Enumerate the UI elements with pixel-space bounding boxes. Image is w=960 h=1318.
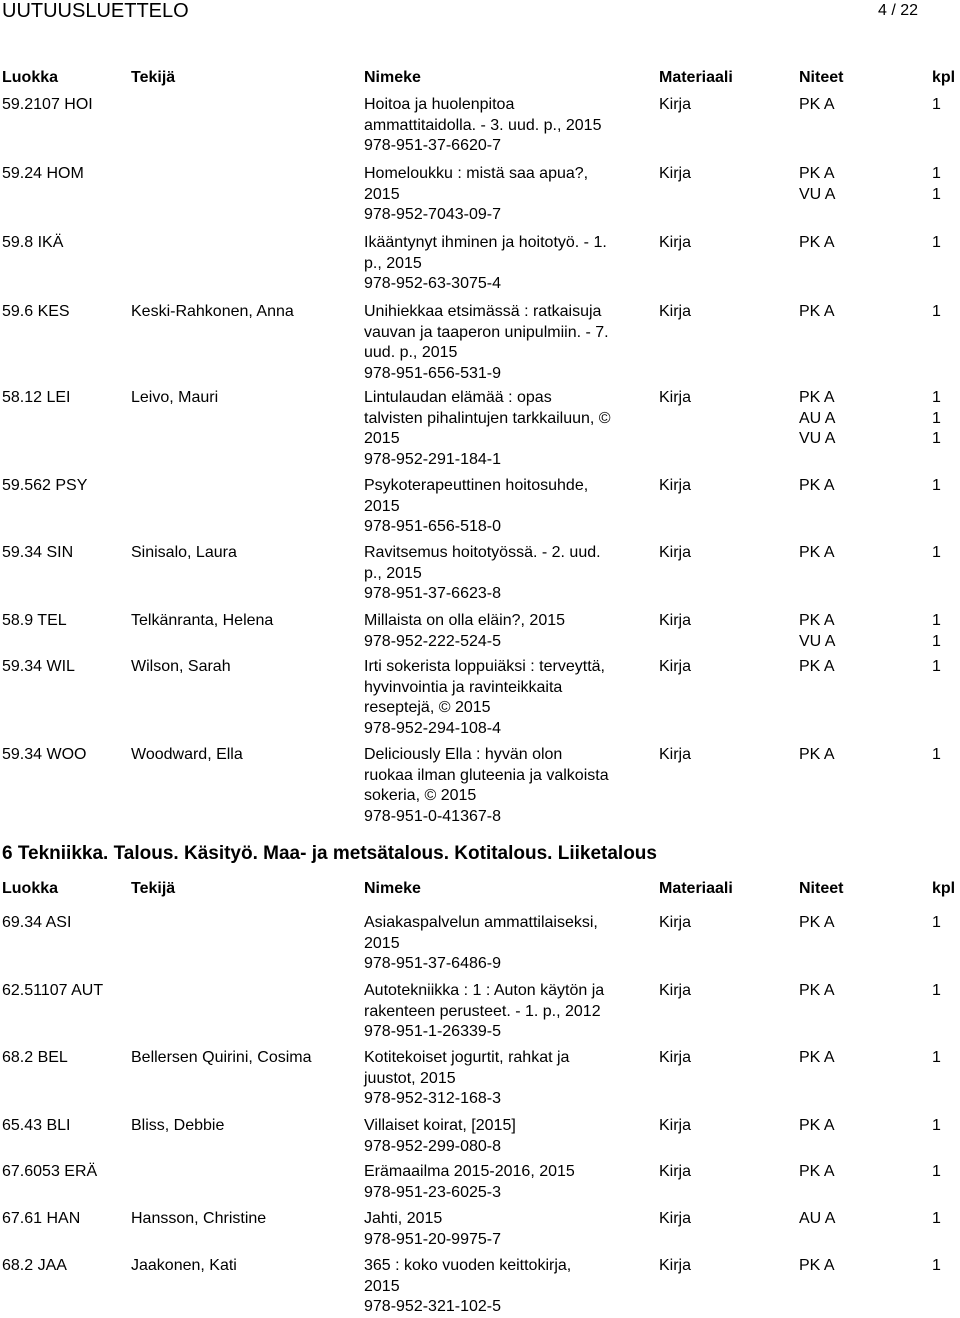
entry-materiaali: Kirja: [659, 746, 692, 763]
entry-nimeke: Jahti, 2015 978-951-20-9975-7: [364, 1210, 501, 1248]
entry-kpl: 1: [932, 96, 941, 113]
entry-niteet: PK A: [799, 746, 835, 763]
entry-kpl: 1: [932, 1163, 941, 1180]
entry-niteet: PK A: [799, 544, 835, 561]
entry-niteet: PK A: [799, 1049, 835, 1066]
entry-kpl: 1: [932, 544, 941, 561]
entry-niteet: PK A: [799, 477, 835, 494]
entry-nimeke: Erämaailma 2015-2016, 2015 978-951-23-6025-3: [364, 1163, 575, 1201]
header-tekija: Tekijä: [131, 69, 176, 86]
entry-luokka: 68.2 BEL: [2, 1049, 68, 1066]
entry-nimeke: Millaista on olla eläin?, 2015 978-952-222-524-5: [364, 612, 566, 650]
entry-kpl: 1: [932, 477, 941, 494]
entry-nimeke: Hoitoa ja huolenpitoa ammattitaidolla. - 3. uud. p., 2015 978-951-37-6620-7: [364, 96, 602, 154]
entry-luokka: 59.34 WIL: [2, 658, 75, 675]
entry-nimeke: Autotekniikka : 1 : Auton käytön ja rakenteen perusteet. - 1. p., 2012 978-951-1-26339-5: [364, 982, 605, 1040]
table-header: [0, 67, 960, 89]
entry-kpl: 1: [932, 1257, 941, 1274]
entry-kpl: 1: [932, 303, 941, 320]
entry-luokka: 59.24 HOM: [2, 165, 84, 182]
entry-luokka: 67.61 HAN: [2, 1210, 81, 1227]
entry-kpl: 1: [932, 982, 941, 999]
entry-materiaali: Kirja: [659, 477, 692, 494]
entry-materiaali: Kirja: [659, 1117, 692, 1134]
entry-materiaali: Kirja: [659, 96, 692, 113]
header-luokka: Luokka: [2, 880, 59, 897]
entry-nimeke: Villaiset koirat, [2015] 978-952-299-080-8: [364, 1117, 516, 1155]
entry-tekija: Leivo, Mauri: [131, 389, 219, 406]
entry-niteet: PK A VU A: [799, 612, 836, 650]
entry-materiaali: Kirja: [659, 165, 692, 182]
entry-tekija: Telkänranta, Helena: [131, 612, 274, 629]
entry-luokka: 59.2107 HOI: [2, 96, 93, 113]
entry-materiaali: Kirja: [659, 544, 692, 561]
header-kpl: kpl: [932, 880, 956, 897]
entry-kpl: 1 1: [932, 165, 941, 203]
header-nimeke: Nimeke: [364, 69, 421, 86]
entry-niteet: PK A VU A: [799, 165, 836, 203]
entry-kpl: 1: [932, 746, 941, 763]
entry-luokka: 59.6 KES: [2, 303, 70, 320]
entry-kpl: 1: [932, 658, 941, 675]
entry-materiaali: Kirja: [659, 914, 692, 931]
entry-niteet: PK A: [799, 1117, 835, 1134]
entry-tekija: Bellersen Quirini, Cosima: [131, 1049, 312, 1066]
entry-nimeke: Deliciously Ella : hyvän olon ruokaa ilman gluteenia ja valkoista sokeria, © 2015 978-951-0-41367-8: [364, 746, 609, 825]
header-tekija: Tekijä: [131, 880, 176, 897]
entry-luokka: 69.34 ASI: [2, 914, 72, 931]
entry-tekija: Jaakonen, Kati: [131, 1257, 237, 1274]
header-materiaali: Materiaali: [659, 880, 733, 897]
entry-nimeke: Psykoterapeuttinen hoitosuhde, 2015 978-951-656-518-0: [364, 477, 589, 535]
entry-nimeke: Irti sokerista loppuiäksi : terveyttä, hyvinvointia ja ravinteikkaita reseptejä, © 2015 978-952-294-108-4: [364, 658, 605, 737]
entry-niteet: PK A: [799, 914, 835, 931]
entry-tekija: Keski-Rahkonen, Anna: [131, 303, 294, 320]
entry-materiaali: Kirja: [659, 1163, 692, 1180]
entry-niteet: PK A: [799, 1257, 835, 1274]
entry-luokka: 59.34 WOO: [2, 746, 87, 763]
entry-materiaali: Kirja: [659, 1210, 692, 1227]
page-title: UUTUUSLUETTELO: [2, 0, 189, 22]
entry-tekija: Hansson, Christine: [131, 1210, 267, 1227]
entry-nimeke: Unihiekkaa etsimässä : ratkaisuja vauvan ja taaperon unipulmiin. - 7. uud. p., 2015 978-951-656-531-9: [364, 303, 609, 382]
entry-nimeke: Lintulaudan elämää : opas talvisten pihalintujen tarkkailuun, © 2015 978-952-291-184-1: [364, 389, 611, 468]
header-materiaali: Materiaali: [659, 69, 733, 86]
entry-tekija: Wilson, Sarah: [131, 658, 231, 675]
entry-luokka: 59.8 IKÄ: [2, 234, 64, 251]
entry-luokka: 58.12 LEI: [2, 389, 71, 406]
entry-kpl: 1: [932, 914, 941, 931]
entry-materiaali: Kirja: [659, 658, 692, 675]
entry-luokka: 59.562 PSY: [2, 477, 88, 494]
entry-nimeke: Kotitekoiset jogurtit, rahkat ja juustot, 2015 978-952-312-168-3: [364, 1049, 570, 1107]
entry-luokka: 65.43 BLI: [2, 1117, 71, 1134]
entry-niteet: PK A: [799, 303, 835, 320]
entry-materiaali: Kirja: [659, 234, 692, 251]
entry-kpl: 1: [932, 1117, 941, 1134]
header-niteet: Niteet: [799, 69, 844, 86]
entry-niteet: PK A: [799, 96, 835, 113]
entry-materiaali: Kirja: [659, 1049, 692, 1066]
entry-kpl: 1: [932, 1049, 941, 1066]
entry-materiaali: Kirja: [659, 1257, 692, 1274]
entry-nimeke: Asiakaspalvelun ammattilaiseksi, 2015 978-951-37-6486-9: [364, 914, 598, 972]
entry-niteet: AU A: [799, 1210, 836, 1227]
entry-niteet: PK A: [799, 982, 835, 999]
section-2-title: 6 Tekniikka. Talous. Käsityö. Maa- ja metsätalous. Kotitalous. Liiketalous: [2, 843, 657, 864]
entry-nimeke: Homeloukku : mistä saa apua?, 2015 978-952-7043-09-7: [364, 165, 589, 223]
entry-materiaali: Kirja: [659, 982, 692, 999]
page-number: 4 / 22: [877, 2, 918, 19]
entry-niteet: PK A AU A VU A: [799, 389, 836, 447]
entry-nimeke: 365 : koko vuoden keittokirja, 2015 978-952-321-102-5: [364, 1257, 572, 1315]
entry-niteet: PK A: [799, 234, 835, 251]
entry-tekija: Sinisalo, Laura: [131, 544, 237, 561]
entry-tekija: Woodward, Ella: [131, 746, 243, 763]
entry-luokka: 68.2 JAA: [2, 1257, 67, 1274]
entry-luokka: 62.51107 AUT: [2, 982, 104, 999]
header-niteet: Niteet: [799, 880, 844, 897]
entry-materiaali: Kirja: [659, 303, 692, 320]
header-kpl: kpl: [932, 69, 956, 86]
entry-materiaali: Kirja: [659, 612, 692, 629]
entry-niteet: PK A: [799, 658, 835, 675]
entry-nimeke: Ravitsemus hoitotyössä. - 2. uud. p., 2015 978-951-37-6623-8: [364, 544, 601, 602]
entry-tekija: Bliss, Debbie: [131, 1117, 225, 1134]
entry-kpl: 1: [932, 1210, 941, 1227]
entry-kpl: 1 1 1: [932, 389, 941, 447]
entry-luokka: 58.9 TEL: [2, 612, 67, 629]
header-nimeke: Nimeke: [364, 880, 421, 897]
entry-nimeke: Ikääntynyt ihminen ja hoitotyö. - 1. p., 2015 978-952-63-3075-4: [364, 234, 607, 292]
table-header: [0, 878, 960, 900]
entry-kpl: 1 1: [932, 612, 941, 650]
header-luokka: Luokka: [2, 69, 59, 86]
entry-luokka: 59.34 SIN: [2, 544, 74, 561]
entry-niteet: PK A: [799, 1163, 835, 1180]
entry-kpl: 1: [932, 234, 941, 251]
entry-luokka: 67.6053 ERÄ: [2, 1163, 98, 1180]
entry-materiaali: Kirja: [659, 389, 692, 406]
